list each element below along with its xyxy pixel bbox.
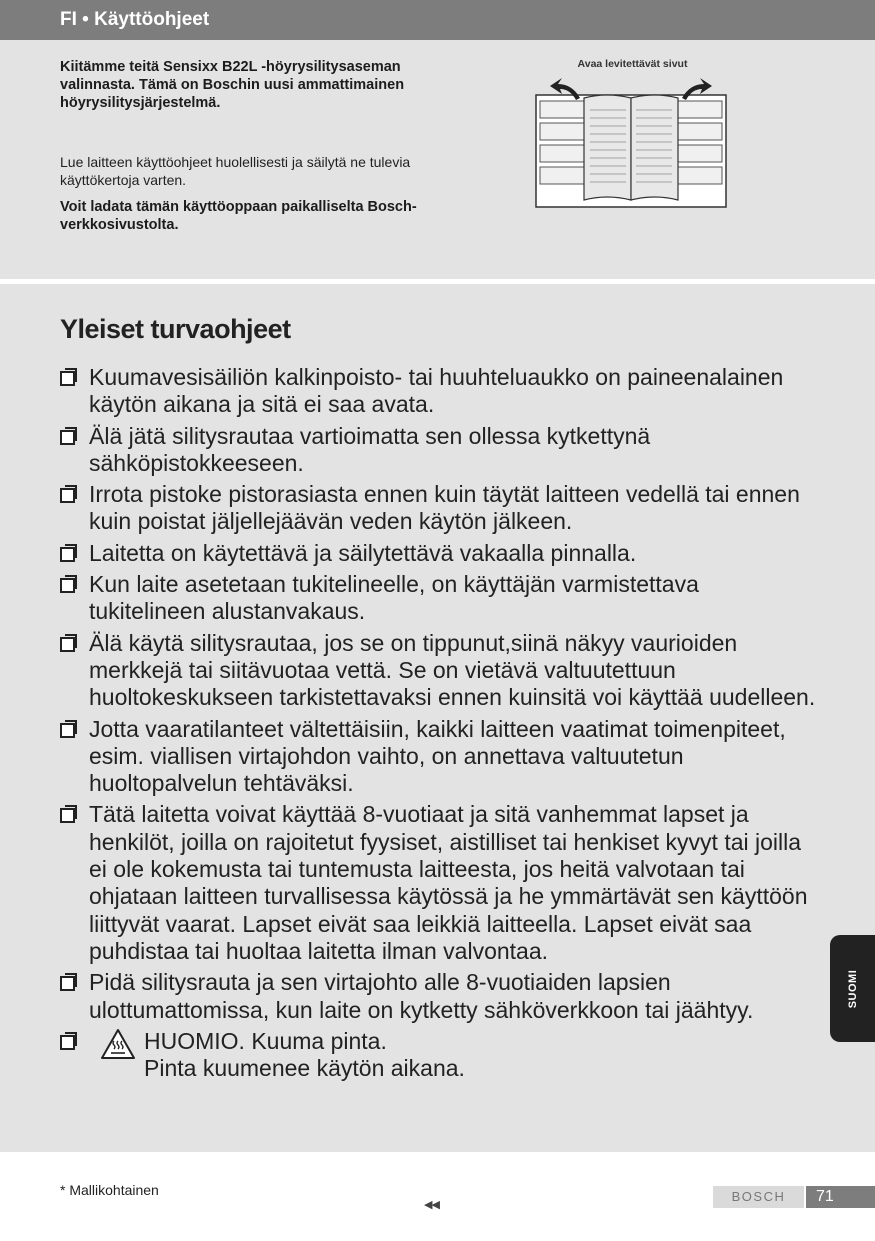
safety-item: Älä jätä silitysrautaa vartioimatta sen ollessa kytkettynä sähköpistokkeeseen. <box>60 423 820 478</box>
intro-read-instructions: Lue laitteen käyttöohjeet huolellisesti ja säilytä ne tulevia käyttökertoja varten. <box>60 154 411 188</box>
checkbox-bullet-icon <box>60 488 75 503</box>
safety-item: Kuumavesisäiliön kalkinpoisto- tai huuhteluaukko on paineenalainen käytön aikana ja sitä ei saa avata. <box>60 364 820 419</box>
warning-line-1: HUOMIO. Kuuma pinta. <box>144 1027 387 1054</box>
safety-section <box>0 284 875 1152</box>
safety-item: Laitetta on käytettävä ja säilytettävä vakaalla pinnalla. <box>60 540 820 567</box>
header-bar <box>0 0 875 40</box>
foldout-label: Avaa levitettävät sivut <box>577 58 688 70</box>
page-number: 71 <box>806 1186 875 1208</box>
checkbox-bullet-icon <box>60 547 75 562</box>
safety-list <box>60 364 820 1088</box>
checkbox-bullet-icon <box>60 637 75 652</box>
intro-download-note: Voit ladata tämän käyttöoppaan paikalliselta Bosch-verkkosivustolta. <box>60 199 417 233</box>
checkbox-bullet-icon <box>60 1035 75 1050</box>
foldout-book-icon <box>532 78 728 212</box>
safety-item: Irrota pistoke pistorasiasta ennen kuin täytät laitteen vedellä tai ennen kuin poistat jäljellejäävän veden käytön jälkeen. <box>60 481 820 536</box>
safety-item: Älä käytä silitysrautaa, jos se on tippunut,siinä näkyy vaurioiden merkkejä tai siitävuotaa vettä. Se on vietävä valtuutettuun huoltokeskukseen tarkistettavaksi ennen kuinsitä voi käyttää uudelleen. <box>60 630 820 712</box>
safety-item: Tätä laitetta voivat käyttää 8-vuotiaat ja sitä vanhemmat lapset ja henkilöt, joilla on rajoitetut fyysiset, aistilliset tai henkiset kyvyt tai joilla ei ole kokemusta tai tuntemusta laitteesta, jos heitä valvotaan tai ohjataan laitteen turvallisessa käytössä ja he ymmärtävät sen käyttöön liittyvät vaarat. Lapset eivät saa leikkiä laitteella. Lapset eivät saa puhdistaa tai huoltaa laitetta ilman valvontaa. <box>60 801 820 965</box>
intro-box <box>0 40 875 279</box>
header-title: FI • Käyttöohjeet <box>60 9 210 30</box>
checkbox-bullet-icon <box>60 976 75 991</box>
hot-surface-warning <box>60 1028 820 1084</box>
back-arrows-icon: ◀◀ <box>424 1199 439 1211</box>
checkbox-bullet-icon <box>60 430 75 445</box>
side-tab-label: SUOMI <box>846 969 859 1008</box>
safety-item: Kun laite asetetaan tukitelineelle, on käyttäjän varmistettava tukitelineen alustanvakaus. <box>60 571 820 626</box>
section-title: Yleiset turvaohjeet <box>60 314 291 344</box>
checkbox-bullet-icon <box>60 578 75 593</box>
warning-line-2: Pinta kuumenee käytön aikana. <box>144 1055 465 1082</box>
language-side-tab <box>830 935 875 1042</box>
safety-item: Jotta vaaratilanteet vältettäisiin, kaikki laitteen vaatimat toimenpiteet, esim. viallisen virtajohdon vaihto, on annettava valtuutetun huoltopalvelun tehtäväksi. <box>60 716 820 798</box>
checkbox-bullet-icon <box>60 808 75 823</box>
checkbox-bullet-icon <box>60 371 75 386</box>
footnote: * Mallikohtainen <box>60 1182 159 1198</box>
intro-thanks: Kiitämme teitä Sensixx B22L -höyrysilitysaseman valinnasta. Tämä on Boschin uusi ammattimainen höyrysilitysjärjestelmä. <box>60 59 405 111</box>
brand-label: BOSCH <box>713 1186 804 1208</box>
safety-item: Pidä silitysrauta ja sen virtajohto alle 8-vuotiaiden lapsien ulottumattomissa, kun laite on kytketty sähköverkkoon tai jäähtyy. <box>60 969 820 1024</box>
checkbox-bullet-icon <box>60 723 75 738</box>
hot-surface-icon <box>100 1028 136 1060</box>
